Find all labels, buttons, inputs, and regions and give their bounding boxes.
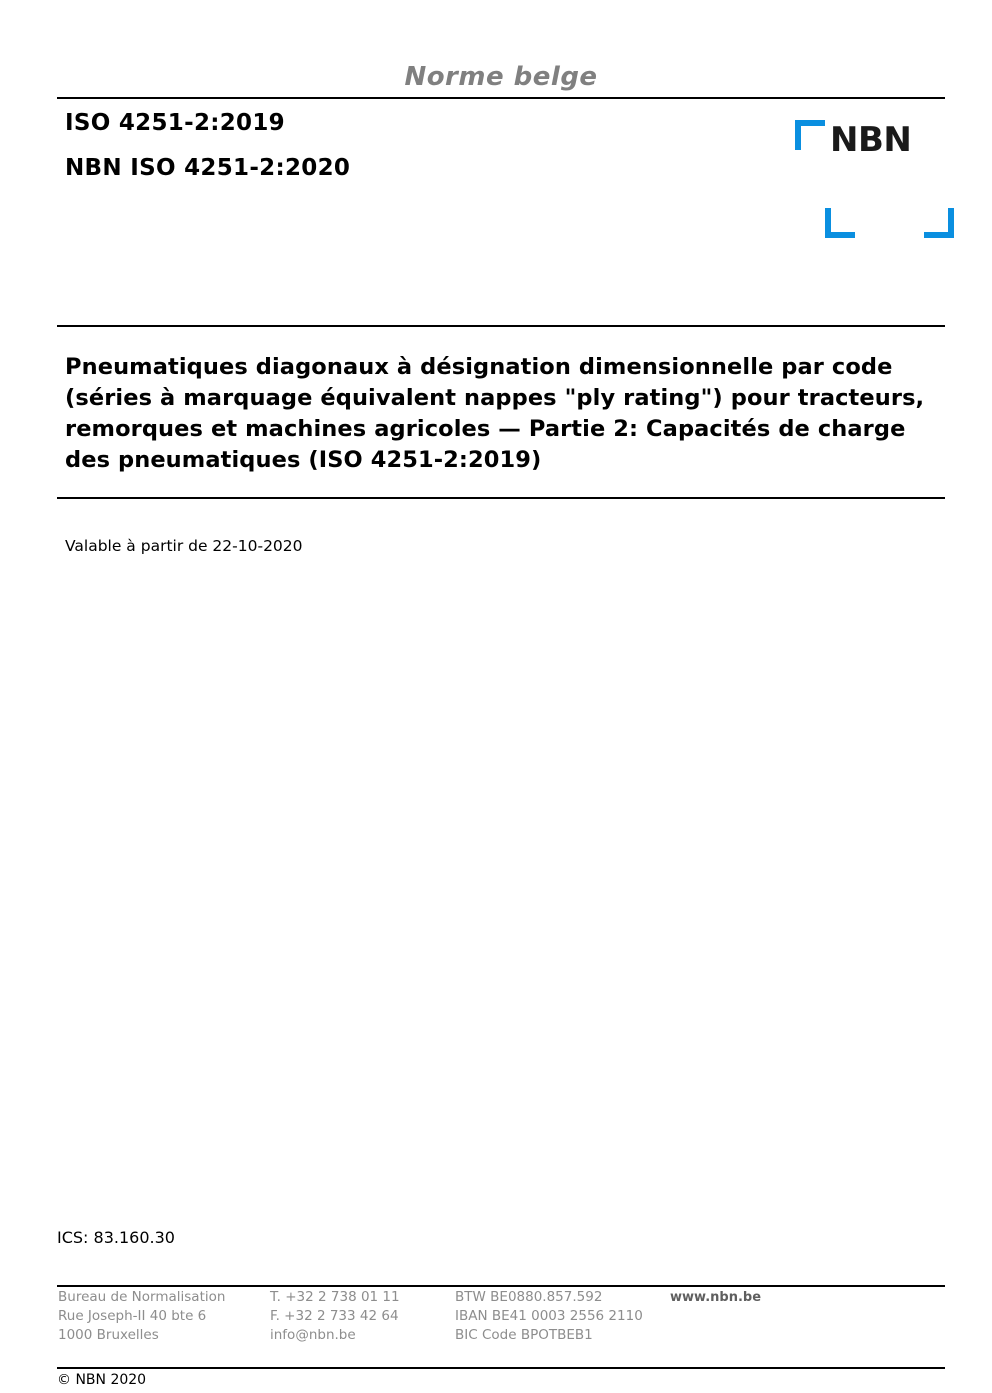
reference-iso: ISO 4251-2:2019 [65, 110, 285, 136]
page-title: Pneumatiques diagonaux à désignation dimensionnelle par code (séries à marquage équivalent nappes "ply rating") pour tracteurs, remorques et machines agricoles — Partie 2: Capacités de charge des pneumatiques (ISO 4251-2:2019) [65, 354, 925, 473]
copyright-notice: © NBN 2020 [57, 1372, 147, 1388]
footer-line: 1000 Bruxelles [58, 1327, 159, 1343]
footer-line: BTW BE0880.857.592 [455, 1289, 603, 1305]
nbn-logo [787, 108, 947, 253]
footer-banking-column [455, 1288, 670, 1345]
ics-code: ICS: 83.160.30 [57, 1228, 175, 1247]
logo-corner-top-left-icon [795, 120, 825, 150]
divider-top [57, 97, 945, 99]
divider-below-title [57, 497, 945, 499]
footer-contact-column [270, 1288, 455, 1345]
footer-line: Bureau de Normalisation [58, 1289, 226, 1305]
banner-title: Norme belge [404, 62, 598, 92]
footer-email[interactable]: info@nbn.be [270, 1327, 356, 1343]
divider-above-copyright [57, 1367, 945, 1369]
logo-text: NBN [830, 120, 912, 160]
reference-nbn: NBN ISO 4251-2:2020 [65, 155, 351, 181]
divider-above-footer [57, 1285, 945, 1287]
logo-corner-bottom-left-icon [825, 208, 855, 238]
standard-references [65, 110, 585, 200]
footer-address-column [58, 1288, 270, 1345]
logo-corner-bottom-right-icon [924, 208, 954, 238]
footer-line: Rue Joseph-II 40 bte 6 [58, 1308, 207, 1324]
footer-line: BIC Code BPOTBEB1 [455, 1327, 593, 1343]
validity-date: Valable à partir de 22-10-2020 [65, 537, 303, 555]
page-content [57, 0, 945, 1393]
footer-line: T. +32 2 738 01 11 [270, 1289, 400, 1305]
banner [57, 62, 945, 92]
footer-line: F. +32 2 733 42 64 [270, 1308, 399, 1324]
divider-above-title [57, 325, 945, 327]
footer-website-column [670, 1288, 870, 1345]
footer [58, 1288, 888, 1345]
footer-line: IBAN BE41 0003 2556 2110 [455, 1308, 643, 1324]
footer-website-link[interactable]: www.nbn.be [670, 1290, 762, 1305]
